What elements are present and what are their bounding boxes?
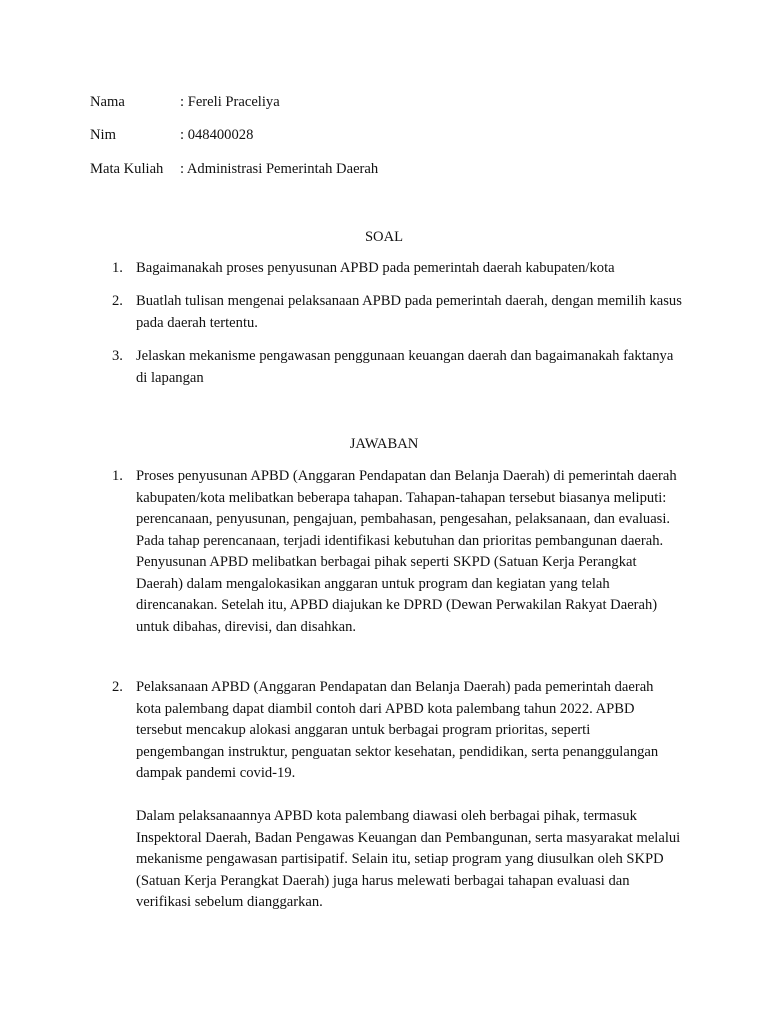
soal-item-3-number: 3. — [112, 348, 123, 364]
jawaban-item-2-paragraph-1: Pelaksanaan APBD (Anggaran Pendapatan dan Belanja Daerah) pada pemerintah daerah kota palembang dapat diambil contoh dari APBD kota palembang tahun 2022. APBD tersebut mencakup alokasi anggaran untuk berbagai program prioritas, seperti pengembangan instruktur, penguatan sektor kesehatan, pendidikan, serta penanggulangan dampak pandemi covid-19. — [136, 679, 659, 781]
name-label: Nama — [90, 94, 125, 110]
nim-label: Nim — [90, 127, 116, 143]
soal-item-2-text: Buatlah tulisan mengenai pelaksanaan APBD pada pemerintah daerah, dengan memilih kasus pada daerah tertentu. — [136, 293, 682, 331]
course-value: : Administrasi Pemerintah Daerah — [180, 161, 379, 177]
jawaban-item-2 — [112, 677, 682, 914]
soal-item-2 — [112, 291, 682, 334]
jawaban-item-2-paragraph-2: Dalam pelaksanaannya APBD kota palembang diawasi oleh berbagai pihak, termasuk Inspektoral Daerah, Badan Pengawas Keuangan dan Pembangunan, serta masyarakat melalui mekanisme pengawasan partisipatif. Selain itu, setiap program yang diusulkan oleh SKPD (Satuan Kerja Perangkat Daerah) juga harus melewati berbagai tahapan evaluasi dan verifikasi sebelum dianggarkan. — [136, 808, 681, 910]
jawaban-item-1-paragraph-1: Proses penyusunan APBD (Anggaran Pendapatan dan Belanja Daerah) di pemerintah daerah kabupaten/kota melibatkan beberapa tahapan. Tahapan-tahapan tersebut biasanya meliputi: perencanaan, penyusunan, pengajuan, pembahasan, pengesahan, pelaksanaan, dan evaluasi. Pada tahap perencanaan, terjadi identifikasi kebutuhan dan prioritas pembangunan daerah. Penyusunan APBD melibatkan berbagai pihak seperti SKPD (Satuan Kerja Perangkat Daerah) dalam mengalokasikan anggaran untuk program dan kegiatan yang telah direncanakan. Setelah itu, APBD diajukan ke DPRD (Dewan Perwakilan Rakyat Daerah) untuk dibahas, direvisi, dan disahkan. — [136, 468, 677, 635]
soal-item-2-number: 2. — [112, 293, 123, 309]
jawaban-item-1-text — [136, 466, 682, 638]
soal-item-3 — [112, 346, 682, 389]
jawaban-item-1 — [112, 466, 682, 638]
nim-value: : 048400028 — [180, 127, 254, 143]
jawaban-item-1-number: 1. — [112, 468, 123, 484]
jawaban-title: JAWABAN — [349, 436, 419, 452]
jawaban-item-2-number: 2. — [112, 679, 123, 695]
soal-item-1-number: 1. — [112, 260, 123, 276]
student-course-row — [90, 159, 378, 179]
student-nim-row — [90, 125, 253, 145]
soal-item-3-text: Jelaskan mekanisme pengawasan penggunaan keuangan daerah dan bagaimanakah faktanya di lapangan — [136, 348, 674, 386]
soal-item-1-text: Bagaimanakah proses penyusunan APBD pada pemerintah daerah kabupaten/kota — [136, 260, 615, 276]
jawaban-item-2-text — [136, 677, 682, 914]
student-name-row — [90, 92, 280, 112]
soal-item-1 — [112, 258, 682, 280]
soal-title: SOAL — [364, 229, 404, 245]
course-label: Mata Kuliah — [90, 161, 164, 177]
name-value: : Fereli Praceliya — [180, 94, 280, 110]
